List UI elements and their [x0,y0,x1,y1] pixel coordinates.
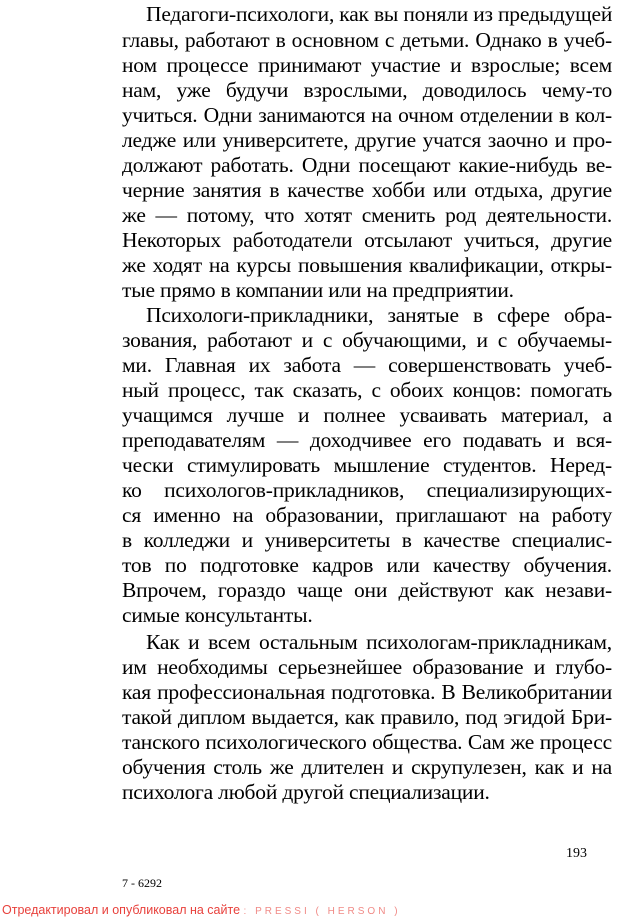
p2-line-3: ми. Главная их забота — совершенствовать учеб- [122,353,612,377]
p2-line-10: в колледжи и университеты в качестве специалис- [122,528,612,552]
p2-line-13: симые консультанты. [122,603,313,627]
printer-signature: 7 - 6292 [122,876,162,890]
p1-line-9: же — потому, что хотят сменить род деятельности. [122,203,612,227]
p3-line-4: такой диплом выдается, как правило, под эгидой Бри- [122,705,612,729]
footer-credit [2,903,401,919]
p2-line-2: зования, работают и с обучающими, и с обучаемы- [122,328,612,352]
p1-line-12: тые прямо в компании или на предприятии. [122,278,514,302]
p1-line-10: Некоторых работодатели отсылают учиться, другие [122,228,612,252]
footer-credit-text: Отредактировал и опубликовал на сайте [2,903,241,917]
p1-line-1: Педагоги-психологи, как вы поняли из предыдущей [146,2,613,26]
p1-line-6: ледже или университете, другие учатся заочно и про- [122,128,612,152]
p3-line-6: обучения столь же длителен и скрупулезен, как и на [122,755,612,779]
p3-line-2: им необходимы серьезнейшее образование и глубо- [122,655,612,679]
p1-line-11: же ходят на курсы повышения квалификации, откры- [122,253,612,277]
p1-line-3: ном процессе принимают участие и взрослые; всем [122,53,612,77]
p1-line-5: учиться. Одни занимаются на очном отделении в кол- [122,103,612,127]
p3-line-1: Как и всем остальным психологам-прикладникам, [146,630,612,654]
p3-line-7: психолога любой другой специализации. [122,780,490,804]
p3-line-5: танского психологического общества. Сам же процесс [122,730,612,754]
p2-line-4: ный процесс, так сказать, с обоих концов: помогать [122,378,612,402]
page-number: 193 [566,846,587,861]
p1-line-4: нам, уже будучи взрослыми, доводилось чему-то [122,78,612,102]
p2-line-9: ся именно на образовании, приглашают на работу [122,503,612,527]
p1-line-7: должают работать. Одни посещают какие-нибудь ве- [122,153,612,177]
p2-line-1: Психологи-прикладники, занятые в сфере обра- [146,303,612,327]
footer-site-link[interactable]: : PRESSI ( HERSON ) [243,906,401,917]
p2-line-12: Впрочем, гораздо чаще они действуют как незави- [122,578,612,602]
p1-line-8: черние занятия в качестве хобби или отдыха, другие [122,178,612,202]
p2-line-6: преподавателям — доходчивее его подавать и вся- [122,428,612,452]
p1-line-2: главы, работают в основном с детьми. Однако в учеб- [122,28,612,52]
p2-line-5: учащимся лучше и полнее усваивать материал, а [122,403,612,427]
p2-line-7: чески стимулировать мышление студентов. Неред- [122,453,612,477]
p2-line-11: тов по подготовке кадров или качеству обучения. [122,553,612,577]
p2-line-8: ко психологов-прикладников, специализирующих- [122,478,612,502]
p3-line-3: кая профессиональная подготовка. В Великобритании [122,680,612,704]
